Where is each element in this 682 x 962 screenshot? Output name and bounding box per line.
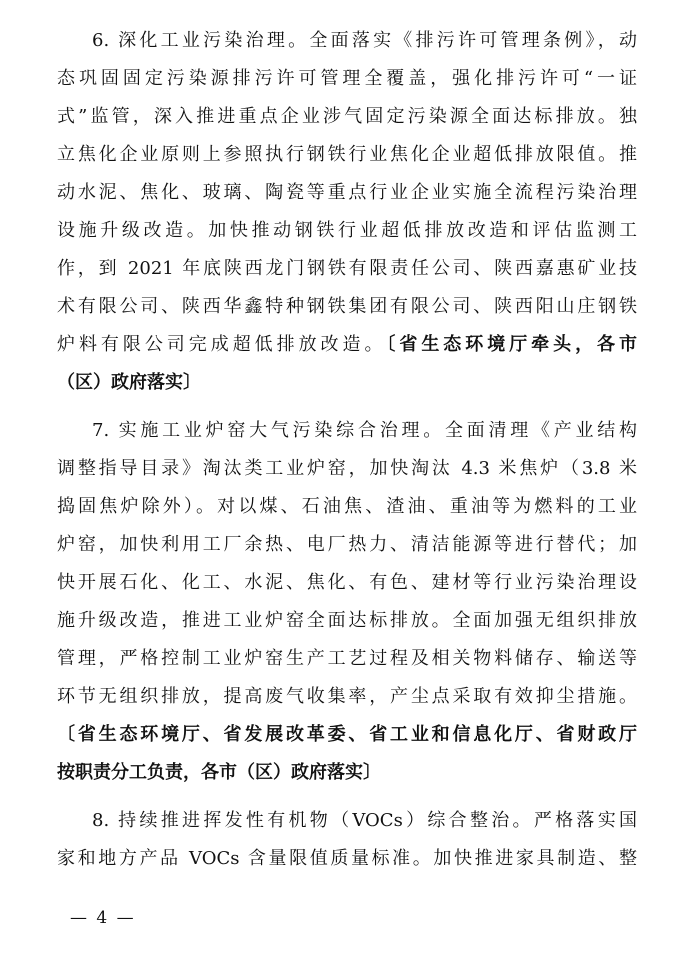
p7-line-3: 捣固焦炉除外）。对以煤、石油焦、渣油、重油等为燃料的工业: [57, 496, 637, 517]
p7-line-5: 快开展石化、化工、水泥、焦化、有色、建材等行业污染治理设: [57, 572, 637, 593]
p6-line-8: 术有限公司、陕西华鑫特种钢铁集团有限公司、陕西阳山庄钢铁: [57, 296, 637, 317]
p6-line-2: 态巩固固定污染源排污许可管理全覆盖，强化排污许可“一证: [57, 68, 637, 89]
p6-responsibility: 〔省生态环境厅牵头，各市: [386, 334, 637, 355]
p7-responsibility: 〔省生态环境厅、省发展改革委、省工业和信息化厅、省财政厅: [57, 724, 637, 745]
p6-line-9: [57, 332, 637, 358]
p6-line-4: 立焦化企业原则上参照执行钢铁行业焦化企业超低排放限值。推: [57, 144, 637, 165]
p6-line-9-text: 炉料有限公司完成超低排放改造。: [57, 334, 387, 355]
p6-line-6: 设施升级改造。加快推动钢铁行业超低排放改造和评估监测工: [57, 220, 637, 241]
p7-line-7: 管理，严格控制工业炉窑生产工艺过程及相关物料储存、输送等: [57, 648, 637, 669]
p7-line-4: 炉窑，加快利用工厂余热、电厂热力、清洁能源等进行替代；加: [57, 534, 637, 555]
p6-line-1: 6. 深化工业污染治理。全面落实《排污许可管理条例》，动: [92, 30, 637, 51]
p6-responsibility-cont: （区）政府落实〕: [57, 372, 201, 393]
p7-line-8: 环节无组织排放，提高废气收集率，产尘点采取有效抑尘措施。: [57, 686, 637, 707]
p7-line-1: 7. 实施工业炉窑大气污染综合治理。全面清理《产业结构: [92, 420, 637, 441]
p8-line-1: 8. 持续推进挥发性有机物（VOCs）综合整治。严格落实国: [92, 810, 637, 831]
p6-line-3: 式”监管，深入推进重点企业涉气固定污染源全面达标排放。独: [57, 106, 637, 127]
p7-line-2: 调整指导目录》淘汰类工业炉窑，加快淘汰 4.3 米焦炉（3.8 米: [57, 458, 637, 479]
p7-responsibility-cont: 按职责分工负责，各市（区）政府落实〕: [57, 762, 381, 783]
p7-line-6: 施升级改造，推进工业炉窑全面达标排放。全面加强无组织排放: [57, 610, 637, 631]
p8-line-2: 家和地方产品 VOCs 含量限值质量标准。加快推进家具制造、整: [57, 848, 637, 869]
p6-line-7: 作，到 2021 年底陕西龙门钢铁有限责任公司、陕西嘉惠矿业技: [57, 258, 637, 279]
p6-line-5: 动水泥、焦化、玻璃、陶瓷等重点行业企业实施全流程污染治理: [57, 182, 637, 203]
page-number: — 4 —: [70, 908, 136, 928]
